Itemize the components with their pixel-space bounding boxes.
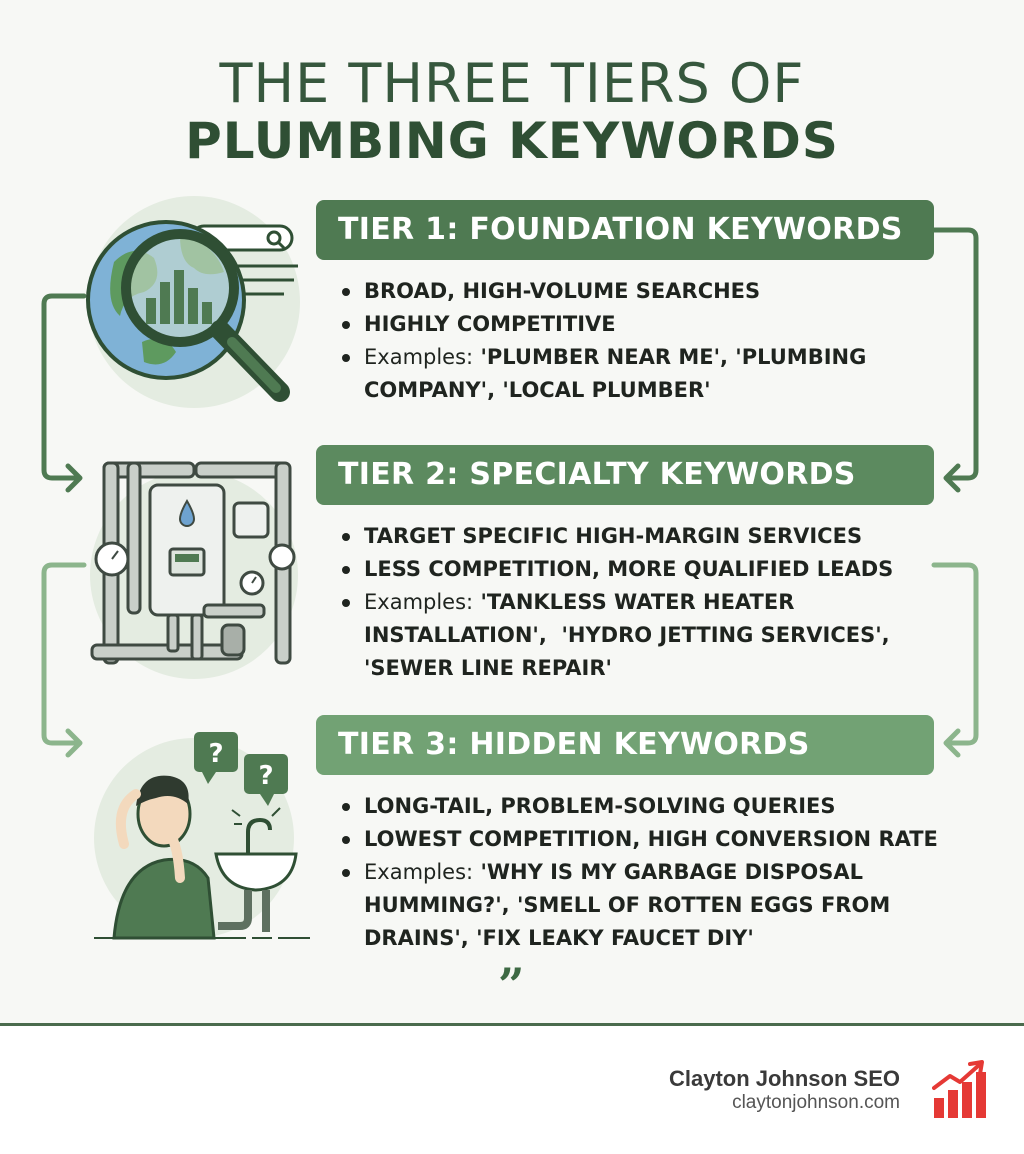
tier-3-examples-line-3: DRAINS', 'FIX LEAKY FAUCET DIY' (364, 926, 754, 950)
magnifying-glass-globe-icon (84, 192, 304, 416)
bar-chart-up-arrow-icon (932, 1060, 988, 1124)
tier-2-examples-line-3: 'SEWER LINE REPAIR' (364, 656, 612, 680)
tier-3-bullet-2: LOWEST COMPETITION, HIGH CONVERSION RATE (334, 823, 984, 856)
tier-2-examples-line-1: 'TANKLESS WATER HEATER (480, 590, 795, 614)
connector-left-2 (44, 565, 84, 743)
title-line-1: THE THREE TIERS OF (219, 52, 805, 115)
svg-text:?: ? (258, 761, 274, 791)
tier-2-bullet-2: LESS COMPETITION, MORE QUALIFIED LEADS (334, 553, 984, 586)
footer (0, 1026, 1024, 1154)
tier-3-header: TIER 3: HIDDEN KEYWORDS (316, 715, 934, 775)
tier-1-bullet-2: HIGHLY COMPETITIVE (334, 308, 984, 341)
water-heater-pipes-icon (84, 455, 304, 689)
stray-quote-mark: ” (498, 958, 525, 1012)
tier-3-examples-prefix: Examples: (364, 860, 474, 884)
tier-2-examples-prefix: Examples: (364, 590, 474, 614)
tier-2-bullet-1: TARGET SPECIFIC HIGH-MARGIN SERVICES (334, 520, 984, 553)
connector-left-1 (44, 296, 84, 478)
tier-1-examples-line-2: COMPANY', 'LOCAL PLUMBER' (364, 378, 711, 402)
tier-2-bullets (334, 520, 984, 685)
svg-text:?: ? (208, 739, 224, 769)
tier-2-examples (334, 586, 984, 685)
tier-3-examples-line-1: 'WHY IS MY GARBAGE DISPOSAL (480, 860, 863, 884)
confused-person-sink-icon (84, 728, 314, 952)
brand-url[interactable]: claytonjohnson.com (732, 1092, 900, 1113)
tier-3-bullets (334, 790, 984, 955)
tier-1-header: TIER 1: FOUNDATION KEYWORDS (316, 200, 934, 260)
tier-1-examples (334, 341, 984, 407)
tier-1-examples-line-1: 'PLUMBER NEAR ME', 'PLUMBING (480, 345, 867, 369)
tier-1-examples-prefix: Examples: (364, 345, 474, 369)
tier-2-examples-line-2: INSTALLATION', 'HYDRO JETTING SERVICES', (364, 623, 890, 647)
tier-1-bullets (334, 275, 984, 407)
tier-1-bullet-1: BROAD, HIGH-VOLUME SEARCHES (334, 275, 984, 308)
tier-3-examples (334, 856, 984, 955)
tier-2-header: TIER 2: SPECIALTY KEYWORDS (316, 445, 934, 505)
tier-3-bullet-1: LONG-TAIL, PROBLEM-SOLVING QUERIES (334, 790, 984, 823)
title-line-2: PLUMBING KEYWORDS (185, 112, 839, 170)
tier-3-examples-line-2: HUMMING?', 'SMELL OF ROTTEN EGGS FROM (364, 893, 891, 917)
brand-name: Clayton Johnson SEO (668, 1066, 900, 1091)
